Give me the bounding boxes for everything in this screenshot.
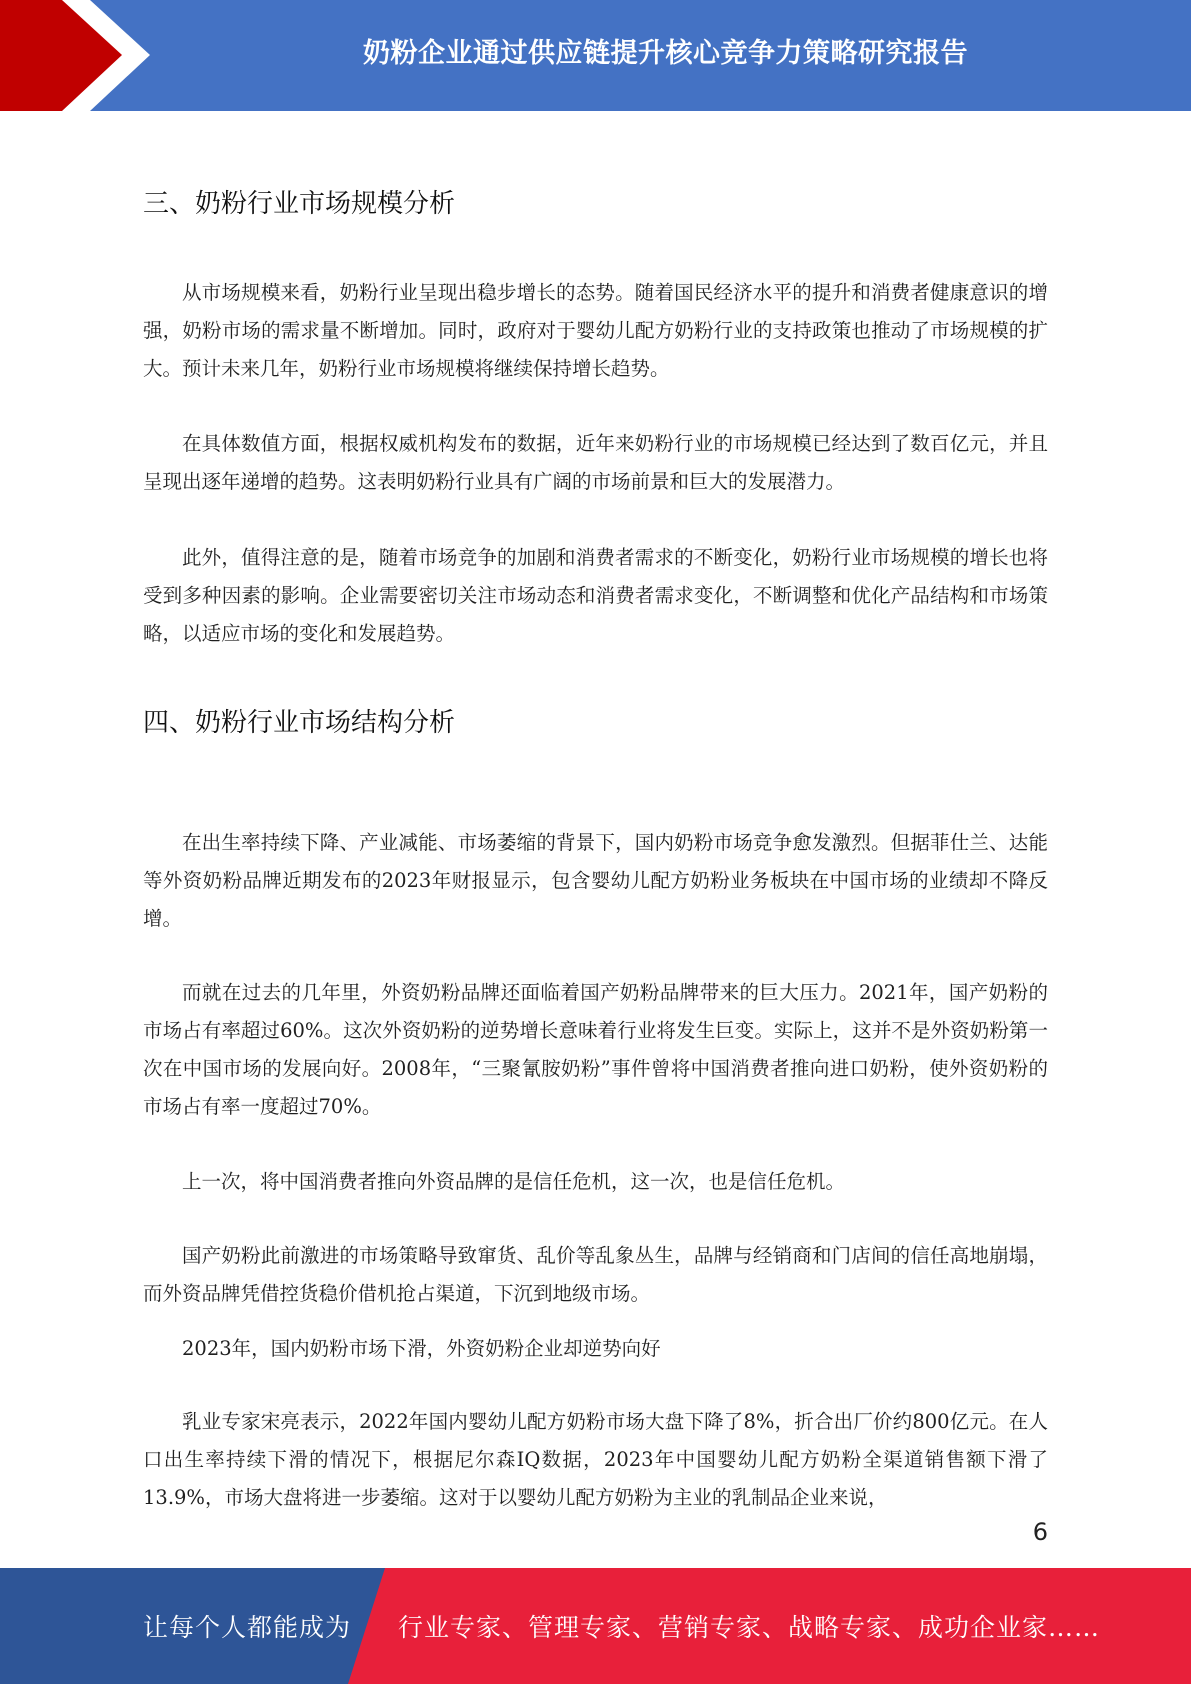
paragraph: 上一次，将中国消费者推向外资品牌的是信任危机，这一次，也是信任危机。 [182, 1170, 846, 1193]
paragraph: 在具体数值方面，根据权威机构发布的数据，近年来奶粉行业的市场规模已经达到了数百亿元，并且呈现出逐年递增的趋势。这表明奶粉行业具有广阔的市场前景和巨大的发展潜力。 [143, 432, 1048, 493]
paragraph: 而就在过去的几年里，外资奶粉品牌还面临着国产奶粉品牌带来的巨大压力。2021年，国产奶粉的市场占有率超过60%。这次外资奶粉的逆势增长意味着行业将发生巨变。实际上，这并不是外资奶粉第一次在中国市场的发展向好。2008年，“三聚氰胺奶粉”事件曾将中国消费者推向进口奶粉，使外资奶粉的市场占有率一度超过70%。 [143, 981, 1048, 1118]
paragraph: 乳业专家宋亮表示，2022年国内婴幼儿配方奶粉市场大盘下降了8%，折合出厂价约800亿元。在人口出生率持续下滑的情况下，根据尼尔森IQ数据，2023年中国婴幼儿配方奶粉全渠道销售额下滑了13.9%，市场大盘将进一步萎缩。这对于以婴幼儿配方奶粉为主业的乳制品企业来说， [143, 1410, 1048, 1509]
paragraph: 国产奶粉此前激进的市场策略导致窜货、乱价等乱象丛生，品牌与经销商和门店间的信任高地崩塌，而外资品牌凭借控货稳价借机抢占渠道，下沉到地级市场。 [143, 1244, 1048, 1305]
footer-slogan-left: 让每个人都能成为 [143, 1613, 352, 1642]
section-heading-4: 四、奶粉行业市场结构分析 [143, 708, 456, 738]
paragraph: 在出生率持续下降、产业减能、市场萎缩的背景下，国内奶粉市场竞争愈发激烈。但据菲仕兰、达能等外资奶粉品牌近期发布的2023年财报显示，包含婴幼儿配方奶粉业务板块在中国市场的业绩却不降反增。 [143, 831, 1048, 930]
document-title: 奶粉企业通过供应链提升核心竞争力策略研究报告 [363, 37, 968, 69]
paragraph: 此外，值得注意的是，随着市场竞争的加剧和消费者需求的不断变化，奶粉行业市场规模的增长也将受到多种因素的影响。企业需要密切关注市场动态和消费者需求变化，不断调整和优化产品结构和市场策略，以适应市场的变化和发展趋势。 [143, 546, 1048, 645]
page-number: 6 [1032, 1518, 1048, 1546]
paragraph: 2023年，国内奶粉市场下滑，外资奶粉企业却逆势向好 [182, 1337, 661, 1360]
footer-slogan-right: 行业专家、管理专家、营销专家、战略专家、成功企业家…… [398, 1613, 1101, 1642]
paragraph: 从市场规模来看，奶粉行业呈现出稳步增长的态势。随着国民经济水平的提升和消费者健康意识的增强，奶粉市场的需求量不断增加。同时，政府对于婴幼儿配方奶粉行业的支持政策也推动了市场规模的扩大。预计未来几年，奶粉行业市场规模将继续保持增长趋势。 [143, 281, 1048, 380]
page-footer [0, 1568, 1191, 1684]
section-heading-3: 三、奶粉行业市场规模分析 [143, 189, 456, 219]
page-header [0, 0, 1191, 111]
